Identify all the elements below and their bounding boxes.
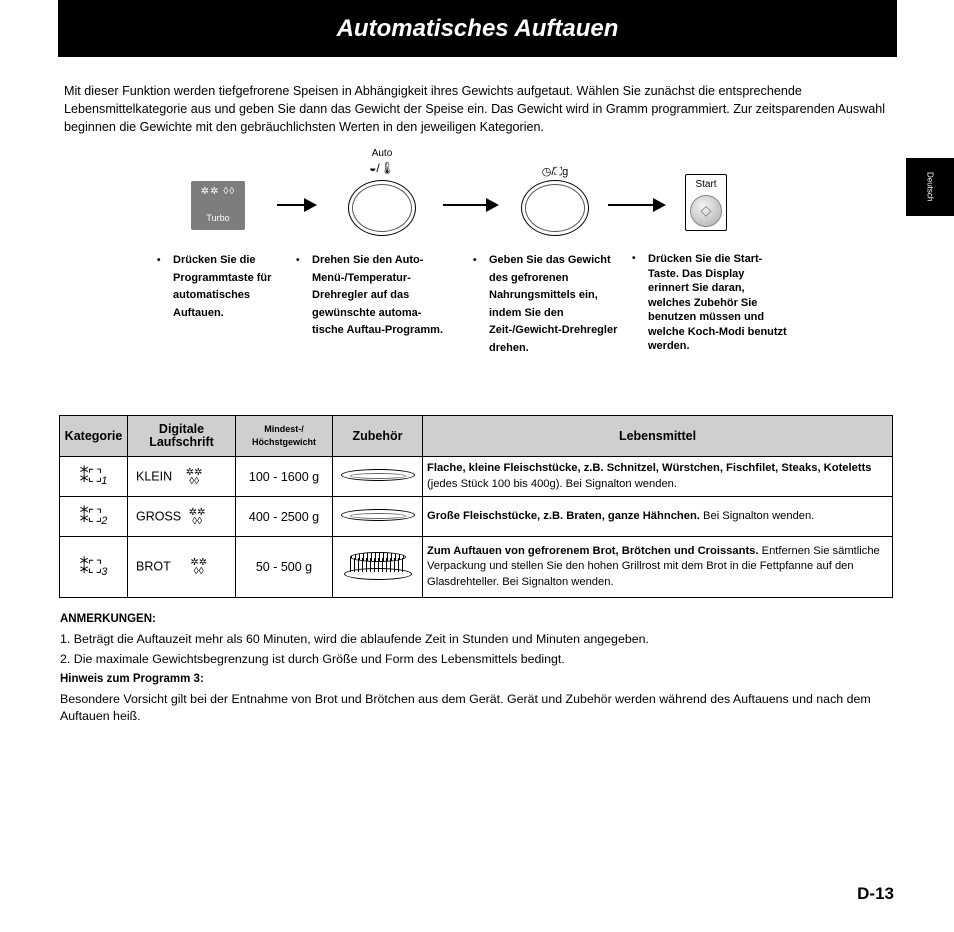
step-text: Drehen Sie den Auto-Menü-/Temperatur-Drehregler auf das gewünschte automa-tische Auftau-Programm. [312, 254, 444, 336]
table-header-row [60, 416, 893, 457]
step-text: Drücken Sie die Programmtaste für automatisches Auftauen. [173, 254, 272, 319]
accessory-cell [333, 537, 423, 598]
defrost-icon: ✲✲ ◊◊ [190, 557, 208, 577]
notes-heading: ANMERKUNGEN: [60, 613, 156, 625]
food-cell [423, 497, 893, 537]
food-cell [423, 537, 893, 598]
arrow-icon [277, 204, 305, 206]
header-laufschrift: Digitale Laufschrift [128, 416, 236, 457]
step-3 [473, 252, 619, 357]
food-text: (jedes Stück 100 bis 400g). Bei Signalton wenden. [427, 477, 678, 490]
dial-auto-label: Auto [371, 148, 393, 159]
defrost-table [59, 415, 893, 598]
language-tab [906, 158, 954, 216]
page-number: D-13 [857, 884, 894, 903]
dial-time-icons: ◷/⛶g [541, 166, 569, 178]
hint-text: Besondere Vorsicht gilt bei der Entnahme von Brot und Brötchen aus dem Gerät. Gerät und Zubehör werden während des Auftauens und nach dem Auftauen heiß. [60, 692, 871, 723]
defrost-icon: ✲✲ ◊◊ [188, 506, 206, 527]
display-cell [128, 537, 236, 598]
notes-section [60, 609, 900, 725]
food-bold: Zum Auftauen von gefrorenem Brot, Brötchen und Croissants. [427, 544, 759, 557]
header-lebensmittel: Lebensmittel [423, 416, 893, 457]
category-number: 1 [101, 475, 108, 487]
auto-menu-dial [348, 180, 416, 236]
display-cell [128, 497, 236, 537]
title-bar [58, 0, 897, 57]
glass-tray-icon [341, 469, 415, 481]
defrost-icon: ✲✲ ◊◊ [185, 466, 203, 487]
defrost-category-icon: ⁑⛶ [79, 506, 102, 526]
weight-cell: 400 - 2500 g [236, 497, 333, 537]
category-cell [60, 537, 128, 598]
header-kategorie: Kategorie [60, 416, 128, 457]
display-text: KLEIN [136, 468, 173, 483]
step-4 [632, 252, 788, 354]
time-weight-dial [521, 180, 589, 236]
table-row [60, 457, 893, 497]
food-text: Bei Signalton wenden. [699, 509, 815, 522]
page-title: Automatisches Auftauen [336, 14, 619, 42]
step-bullet: • [632, 253, 636, 264]
category-number: 2 [101, 515, 108, 527]
defrost-icon: ✲✲ ◊◊ [200, 186, 236, 197]
weight-cell: 50 - 500 g [236, 537, 333, 598]
accessory-cell [333, 497, 423, 537]
display-cell [128, 457, 236, 497]
display-text: BROT [136, 559, 171, 574]
step-2 [296, 252, 444, 340]
arrow-icon [608, 204, 654, 206]
wire-rack-icon [344, 550, 412, 582]
defrost-category-icon: ⁑⛶ [79, 556, 102, 577]
start-knob-icon [690, 195, 722, 227]
turbo-label: Turbo [206, 213, 230, 223]
category-cell [60, 457, 128, 497]
display-text: GROSS [136, 508, 182, 523]
start-label: Start [695, 179, 717, 190]
start-button [685, 174, 727, 231]
step-text: Geben Sie das Gewicht des gefrorenen Nahrungsmittels ein, indem Sie den Zeit-/Gewicht-Drehregler drehen. [489, 254, 618, 354]
accessory-cell [333, 457, 423, 497]
header-gewicht: Mindest-/ Höchstgewicht [236, 416, 333, 457]
food-bold: Große Fleischstücke, z.B. Braten, ganze Hähnchen. [427, 509, 700, 522]
intro-paragraph: Mit dieser Funktion werden tiefgefrorene Speisen in Abhängigkeit ihres Gewichts aufgetaut. Wählen Sie zunächst die entsprechende Lebensmittelkategorie aus und geben Sie dann das Gewicht der Speise ein. Das Gewicht wird in Gramm programmiert. Zur zeitsparenden Auswahl beginnen die Gewichte mit den gebräuchlichsten Werten in den jeweiligen Kategorien. [64, 84, 886, 134]
table-row [60, 497, 893, 537]
food-cell [423, 457, 893, 497]
turbo-defrost-button [191, 181, 245, 230]
step-bullet: • [296, 255, 300, 266]
dial-auto-icons: ◒/🌡 [369, 161, 395, 175]
note-item: 2. Die maximale Gewichtsbegrenzung ist durch Größe und Form des Lebensmittels bedingt. [60, 652, 565, 666]
step-1 [157, 252, 293, 322]
arrow-icon [443, 204, 487, 206]
defrost-category-icon: ⁑⛶ [79, 466, 102, 486]
step-text: Drücken Sie die Start-Taste. Das Display erinnert Sie daran, welches Zubehör Sie benutzen müssen und welche Koch-Modi benutzt werden. [648, 253, 787, 352]
category-cell [60, 497, 128, 537]
hint-heading: Hinweis zum Programm 3: [60, 673, 204, 685]
table-row [60, 537, 893, 598]
food-text: Entfernen Sie sämtliche Verpackung und stellen Sie den hohen Grillrost mit dem Brot in die Fettpfanne auf den Glasdrehteller. Bei Signalton wenden. [427, 544, 880, 588]
header-zubehoer: Zubehör [333, 416, 423, 457]
glass-tray-icon [341, 509, 415, 521]
food-bold: Flache, kleine Fleischstücke, z.B. Schnitzel, Würstchen, Fischfilet, Steaks, Koteletts [427, 462, 872, 474]
step-bullet: • [473, 255, 477, 266]
note-item: 1. Beträgt die Auftauzeit mehr als 60 Minuten, wird die ablaufende Zeit in Stunden und Minuten angegeben. [60, 632, 649, 646]
category-number: 3 [101, 565, 108, 578]
language-tab-label: Deutsch [925, 172, 935, 202]
step-bullet: • [157, 255, 161, 266]
weight-cell: 100 - 1600 g [236, 457, 333, 497]
